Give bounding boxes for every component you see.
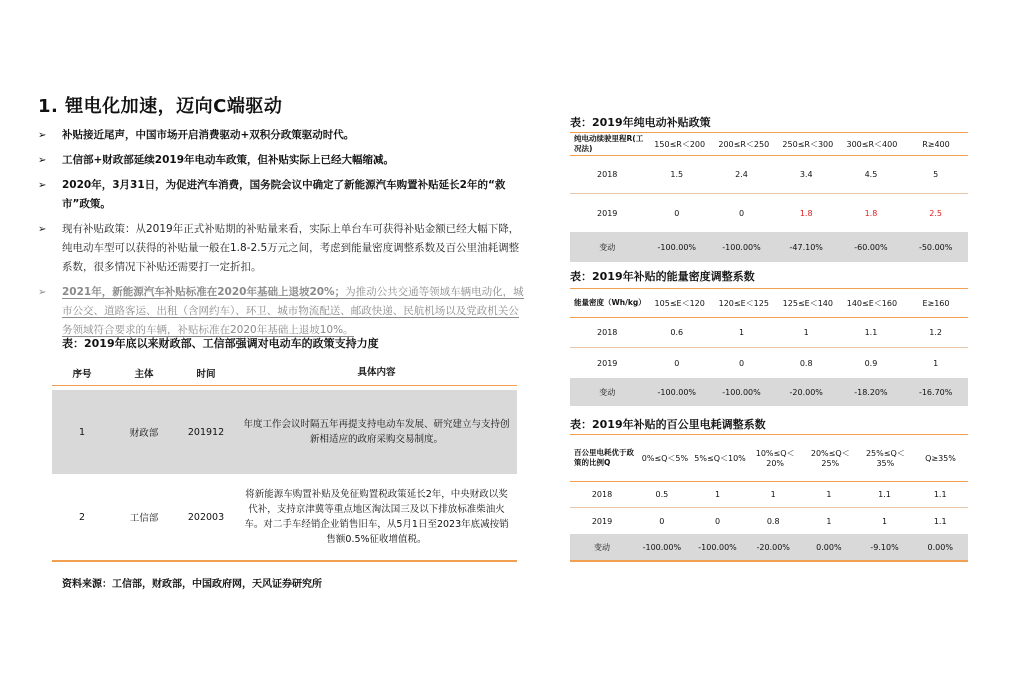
value-cell: 5 [933, 170, 939, 179]
value-cell: 0 [738, 208, 745, 218]
table-row [570, 318, 968, 348]
cell-date: 201912 [187, 426, 225, 438]
value-cell: -100.00% [657, 387, 697, 397]
row-label: 变动 [594, 542, 610, 552]
header-cell: 20%≤Q＜25% [810, 449, 850, 468]
header-first: 纯电动续驶里程R(工况法) [574, 134, 644, 153]
row-label: 2018 [597, 170, 618, 179]
cell-no: 2 [78, 511, 86, 523]
header-content: 具体内容 [357, 367, 396, 378]
value-cell: -100.00% [722, 387, 761, 397]
header-cell: 120≤E＜125 [718, 298, 769, 308]
table3-title: 表：2019年补贴的百公里电耗调整系数 [570, 418, 766, 431]
energy-density-table [570, 288, 968, 406]
cell-date: 202003 [187, 511, 225, 523]
value-cell: 1 [826, 516, 832, 526]
table-row [570, 378, 968, 406]
bullet-text: 补贴接近尾声，中国市场开启消费驱动+双积分政策驱动时代。 [62, 129, 355, 141]
value-cell: 0.5 [655, 490, 669, 499]
bullet-text: 为推动公共交通等领域车辆电动化，城市公交、道路客运、出租（含网约车）、环卫、城市物流配送、邮政快递、民航机场以及党政机关公务领域符合要求的车辆，补贴标准在2020年基础上退坡10%。 [62, 286, 524, 336]
policy-table [52, 360, 517, 562]
value-cell: 4.5 [864, 170, 878, 179]
value-cell: -50.00% [918, 242, 953, 252]
value-cell: 0 [714, 516, 721, 526]
value-cell: 1 [881, 516, 888, 526]
header-cell: R≥400 [922, 139, 950, 149]
header-date: 时间 [196, 368, 216, 380]
table-row [570, 482, 968, 508]
table-row [570, 194, 968, 232]
row-label: 2018 [591, 490, 613, 499]
value-cell: -16.70% [918, 387, 953, 397]
bullet-item [38, 283, 528, 340]
row-label: 变动 [599, 387, 616, 397]
value-cell: -100.00% [657, 242, 697, 252]
row-label: 2019 [591, 516, 613, 526]
value-cell: -9.10% [870, 542, 899, 552]
row-label: 2019 [597, 358, 618, 368]
table-row [52, 474, 517, 560]
value-cell: 1 [803, 328, 809, 337]
table-row [570, 348, 968, 378]
value-cell: -100.00% [698, 542, 737, 552]
header-cell: 105≤E＜120 [654, 298, 705, 308]
header-cell: 10%≤Q＜20% [755, 449, 795, 468]
header-cell: 200≤R＜250 [718, 139, 770, 149]
cell-content: 将新能源车购置补贴及免征购置税政策延长2年，中央财政以奖代补，支持京津冀等重点地区淘汰国三及以下排放标准柴油火车。对二手车经销企业销售旧车，从5月1日至2023年底减按销售额0.5%征收增值税。 [244, 489, 509, 545]
value-cell: 1 [738, 328, 745, 337]
header-cell: 250≤R＜300 [782, 139, 834, 149]
bullet-text: 2020年，3月31日，为促进汽车消费，国务院会议中确定了新能源汽车购置补贴延长2年的“救市”政策。 [62, 179, 506, 210]
value-cell: 0 [659, 516, 665, 526]
header-first: 百公里电耗优于政策的比例Q [574, 448, 634, 467]
cell-no: 1 [78, 426, 86, 438]
header-no: 序号 [72, 368, 92, 380]
value-cell: -20.00% [756, 542, 790, 552]
table2-title: 表：2019年补贴的能量密度调整系数 [570, 270, 755, 283]
cell-org: 工信部 [129, 513, 159, 524]
value-cell: -100.00% [642, 542, 682, 552]
table-header [52, 360, 517, 386]
row-label: 变动 [599, 242, 616, 252]
header-cell: 25%≤Q＜35% [865, 449, 905, 468]
table-row [570, 232, 968, 262]
page-title: 1. 锂电化加速，迈向C端驱动 [38, 96, 283, 117]
table-bottom-rule [570, 560, 968, 562]
value-cell: -100.00% [722, 242, 761, 252]
value-cell: 0.8 [766, 516, 780, 526]
table-header [570, 132, 968, 156]
value-cell: 1.5 [670, 170, 684, 179]
value-cell: 3.4 [799, 170, 813, 179]
bullet-item [38, 220, 528, 277]
arrow-bullet-icon: ➢ [38, 224, 47, 235]
cell-content: 年度工作会议时隔五年再提支持电动车发展、研究建立与支持创新相适应的政府采购交易制度。 [243, 419, 510, 445]
value-cell: -20.00% [789, 387, 823, 397]
table-row [52, 390, 517, 474]
row-label: 2018 [597, 328, 618, 337]
value-cell-highlight: 2.5 [929, 208, 943, 218]
bullet-item [38, 126, 528, 145]
header-cell: 300≤R＜400 [846, 139, 898, 149]
table1-title: 表：2019年纯电动补贴政策 [570, 116, 711, 129]
value-cell: 1 [714, 490, 721, 499]
value-cell: -47.10% [789, 242, 823, 252]
value-cell: 0 [674, 358, 680, 368]
bullet-text-bold: 2021年，新能源汽车补贴标准在2020年基础上退坡20%； [62, 286, 346, 298]
table-row [570, 534, 968, 560]
value-cell: 1 [826, 490, 832, 499]
header-cell: 125≤E＜140 [782, 298, 833, 308]
value-cell-highlight: 1.8 [799, 208, 813, 218]
cell-org: 财政部 [129, 428, 159, 439]
value-cell: 0.8 [799, 358, 813, 368]
arrow-bullet-icon: ➢ [38, 155, 47, 166]
bullet-text: 工信部+财政部延续2019年电动车政策，但补贴实际上已经大幅缩减。 [62, 154, 395, 166]
bullet-item [38, 176, 528, 214]
arrow-bullet-icon: ➢ [38, 180, 47, 191]
bullet-list [38, 126, 528, 346]
value-cell: 0.00% [816, 542, 842, 552]
source-note: 资料来源：工信部，财政部，中国政府网，天风证券研究所 [62, 579, 322, 590]
value-cell: 0.6 [670, 328, 684, 337]
arrow-bullet-icon: ➢ [38, 287, 47, 298]
table-header [570, 288, 968, 318]
header-cell: Q≥35% [925, 453, 956, 463]
value-cell: 1.1 [878, 490, 891, 499]
value-cell: 1.1 [933, 490, 947, 499]
value-cell: 0.9 [864, 358, 878, 368]
value-cell: 0 [674, 208, 680, 218]
header-first: 能量密度（Wh/kg） [574, 298, 646, 307]
bullet-item [38, 151, 528, 170]
bullet-text: 现有补贴政策：从2019年正式补贴期的补贴量来看，实际上单台车可获得补贴金额已经大幅下降，纯电动车型可以获得的补贴量一般在1.8-2.5万元之间，考虑到能量密度调整系数及百公里油耗调整系数，很多情况下补贴还需要打一定折扣。 [62, 223, 520, 273]
power-consumption-table [570, 434, 968, 562]
left-table-title: 表：2019年底以来财政部、工信部强调对电动车的政策支持力度 [62, 337, 379, 350]
header-cell: E≥160 [922, 298, 950, 308]
value-cell: 1.1 [933, 516, 947, 526]
table-row [570, 156, 968, 194]
value-cell: 0 [738, 358, 745, 368]
header-cell: 140≤E＜160 [846, 298, 898, 308]
header-org: 主体 [134, 368, 154, 380]
table-row [570, 508, 968, 534]
header-cell: 5%≤Q＜10% [694, 453, 746, 463]
value-cell: -60.00% [854, 242, 888, 252]
header-cell: 150≤R＜200 [654, 139, 706, 149]
table-header [570, 434, 968, 482]
value-cell: 0.00% [927, 542, 953, 552]
value-cell-highlight: 1.8 [864, 208, 878, 218]
bev-subsidy-table [570, 132, 968, 262]
header-cell: 0%≤Q＜5% [641, 453, 689, 463]
row-label: 2019 [597, 208, 618, 218]
value-cell: 1 [770, 490, 776, 499]
value-cell: -18.20% [854, 387, 888, 397]
value-cell: 2.4 [735, 170, 748, 179]
arrow-bullet-icon: ➢ [38, 130, 47, 141]
value-cell: 1 [933, 358, 939, 368]
value-cell: 1.2 [929, 328, 943, 337]
value-cell: 1.1 [864, 328, 878, 337]
